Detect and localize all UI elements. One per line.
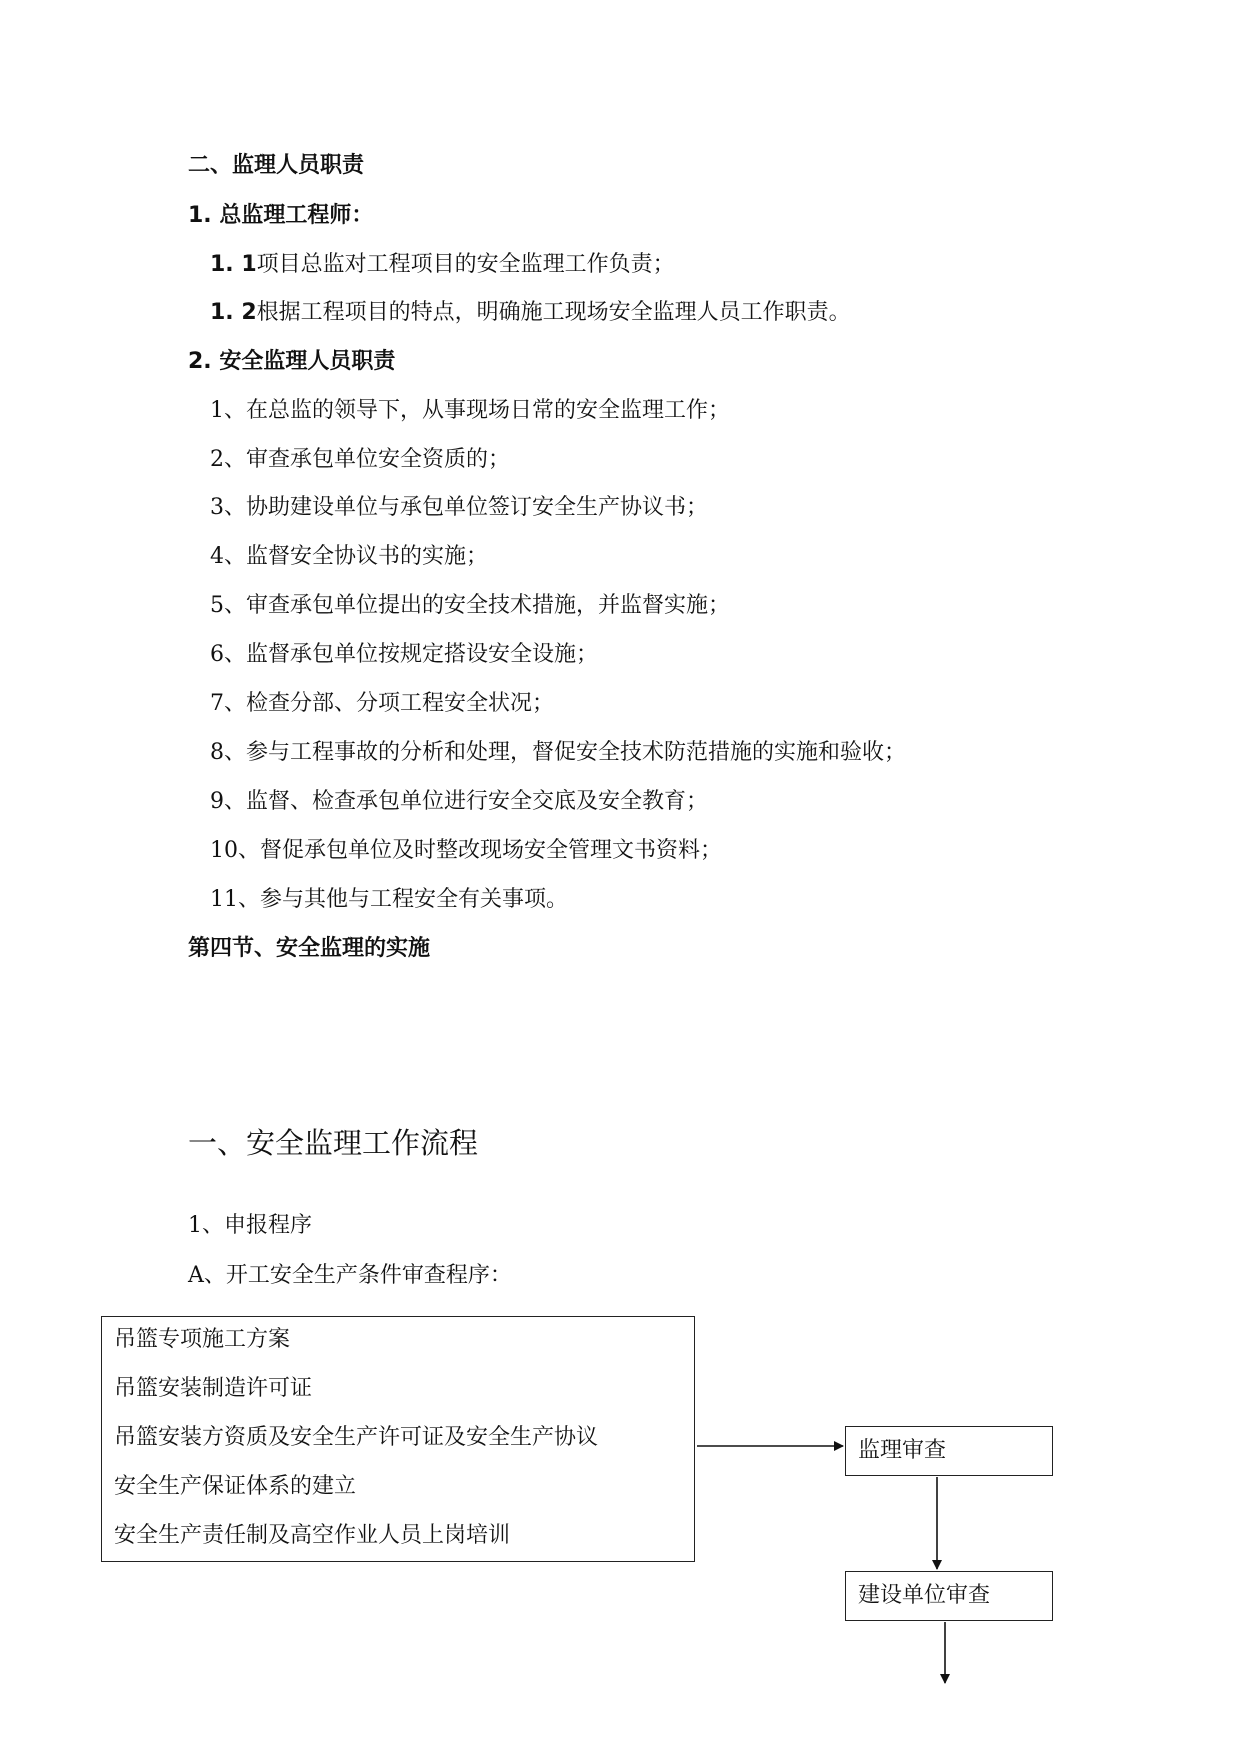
duty-number: 1. 2 xyxy=(210,300,257,325)
section4-title: 第四节、安全监理的实施 xyxy=(188,936,431,961)
list-item: 3、协助建设单位与承包单位签订安全生产协议书； xyxy=(210,495,708,520)
duty-text: 根据工程项目的特点，明确施工现场安全监理人员工作职责。 xyxy=(256,300,851,325)
list-item: 6、监督承包单位按规定搭设安全设施； xyxy=(210,642,598,667)
workflow-title: 一、安全监理工作流程 xyxy=(188,1126,479,1160)
section-title: 二、监理人员职责 xyxy=(188,153,365,178)
list-item: 5、审查承包单位提出的安全技术措施，并监督实施； xyxy=(210,593,730,618)
requirement-item: 安全生产责任制及高空作业人员上岗培训 xyxy=(114,1523,511,1548)
list-item: 8、参与工程事故的分析和处理，督促安全技术防范措施的实施和验收； xyxy=(210,740,906,765)
list-item: 4、监督安全协议书的实施； xyxy=(210,544,488,569)
duty-text: 项目总监对工程项目的安全监理工作负责； xyxy=(256,252,675,277)
safety-staff-heading: 2. 安全监理人员职责 xyxy=(188,349,396,374)
list-item: 1、在总监的领导下，从事现场日常的安全监理工作； xyxy=(210,398,730,423)
requirement-item: 安全生产保证体系的建立 xyxy=(114,1474,357,1499)
list-item: 9、监督、检查承包单位进行安全交底及安全教育； xyxy=(210,789,708,814)
list-item: 7、检查分部、分项工程安全状况； xyxy=(210,691,554,716)
list-item: 11、参与其他与工程安全有关事项。 xyxy=(210,887,568,912)
list-item: 10、督促承包单位及时整改现场安全管理文书资料； xyxy=(210,838,722,863)
workflow-substep: A、开工安全生产条件审查程序： xyxy=(188,1263,512,1288)
duty-number: 1. 1 xyxy=(210,252,257,277)
chief-engineer-heading: 1. 总监理工程师： xyxy=(188,203,374,228)
workflow-step: 1、申报程序 xyxy=(188,1213,312,1238)
supervisor-review-label: 监理审查 xyxy=(858,1438,947,1463)
list-item: 2、审查承包单位安全资质的； xyxy=(210,447,510,472)
requirement-item: 吊篮安装制造许可证 xyxy=(114,1376,313,1401)
requirement-item: 吊篮安装方资质及安全生产许可证及安全生产协议 xyxy=(114,1425,599,1450)
requirement-item: 吊篮专项施工方案 xyxy=(114,1327,291,1352)
client-review-label: 建设单位审查 xyxy=(858,1583,991,1608)
